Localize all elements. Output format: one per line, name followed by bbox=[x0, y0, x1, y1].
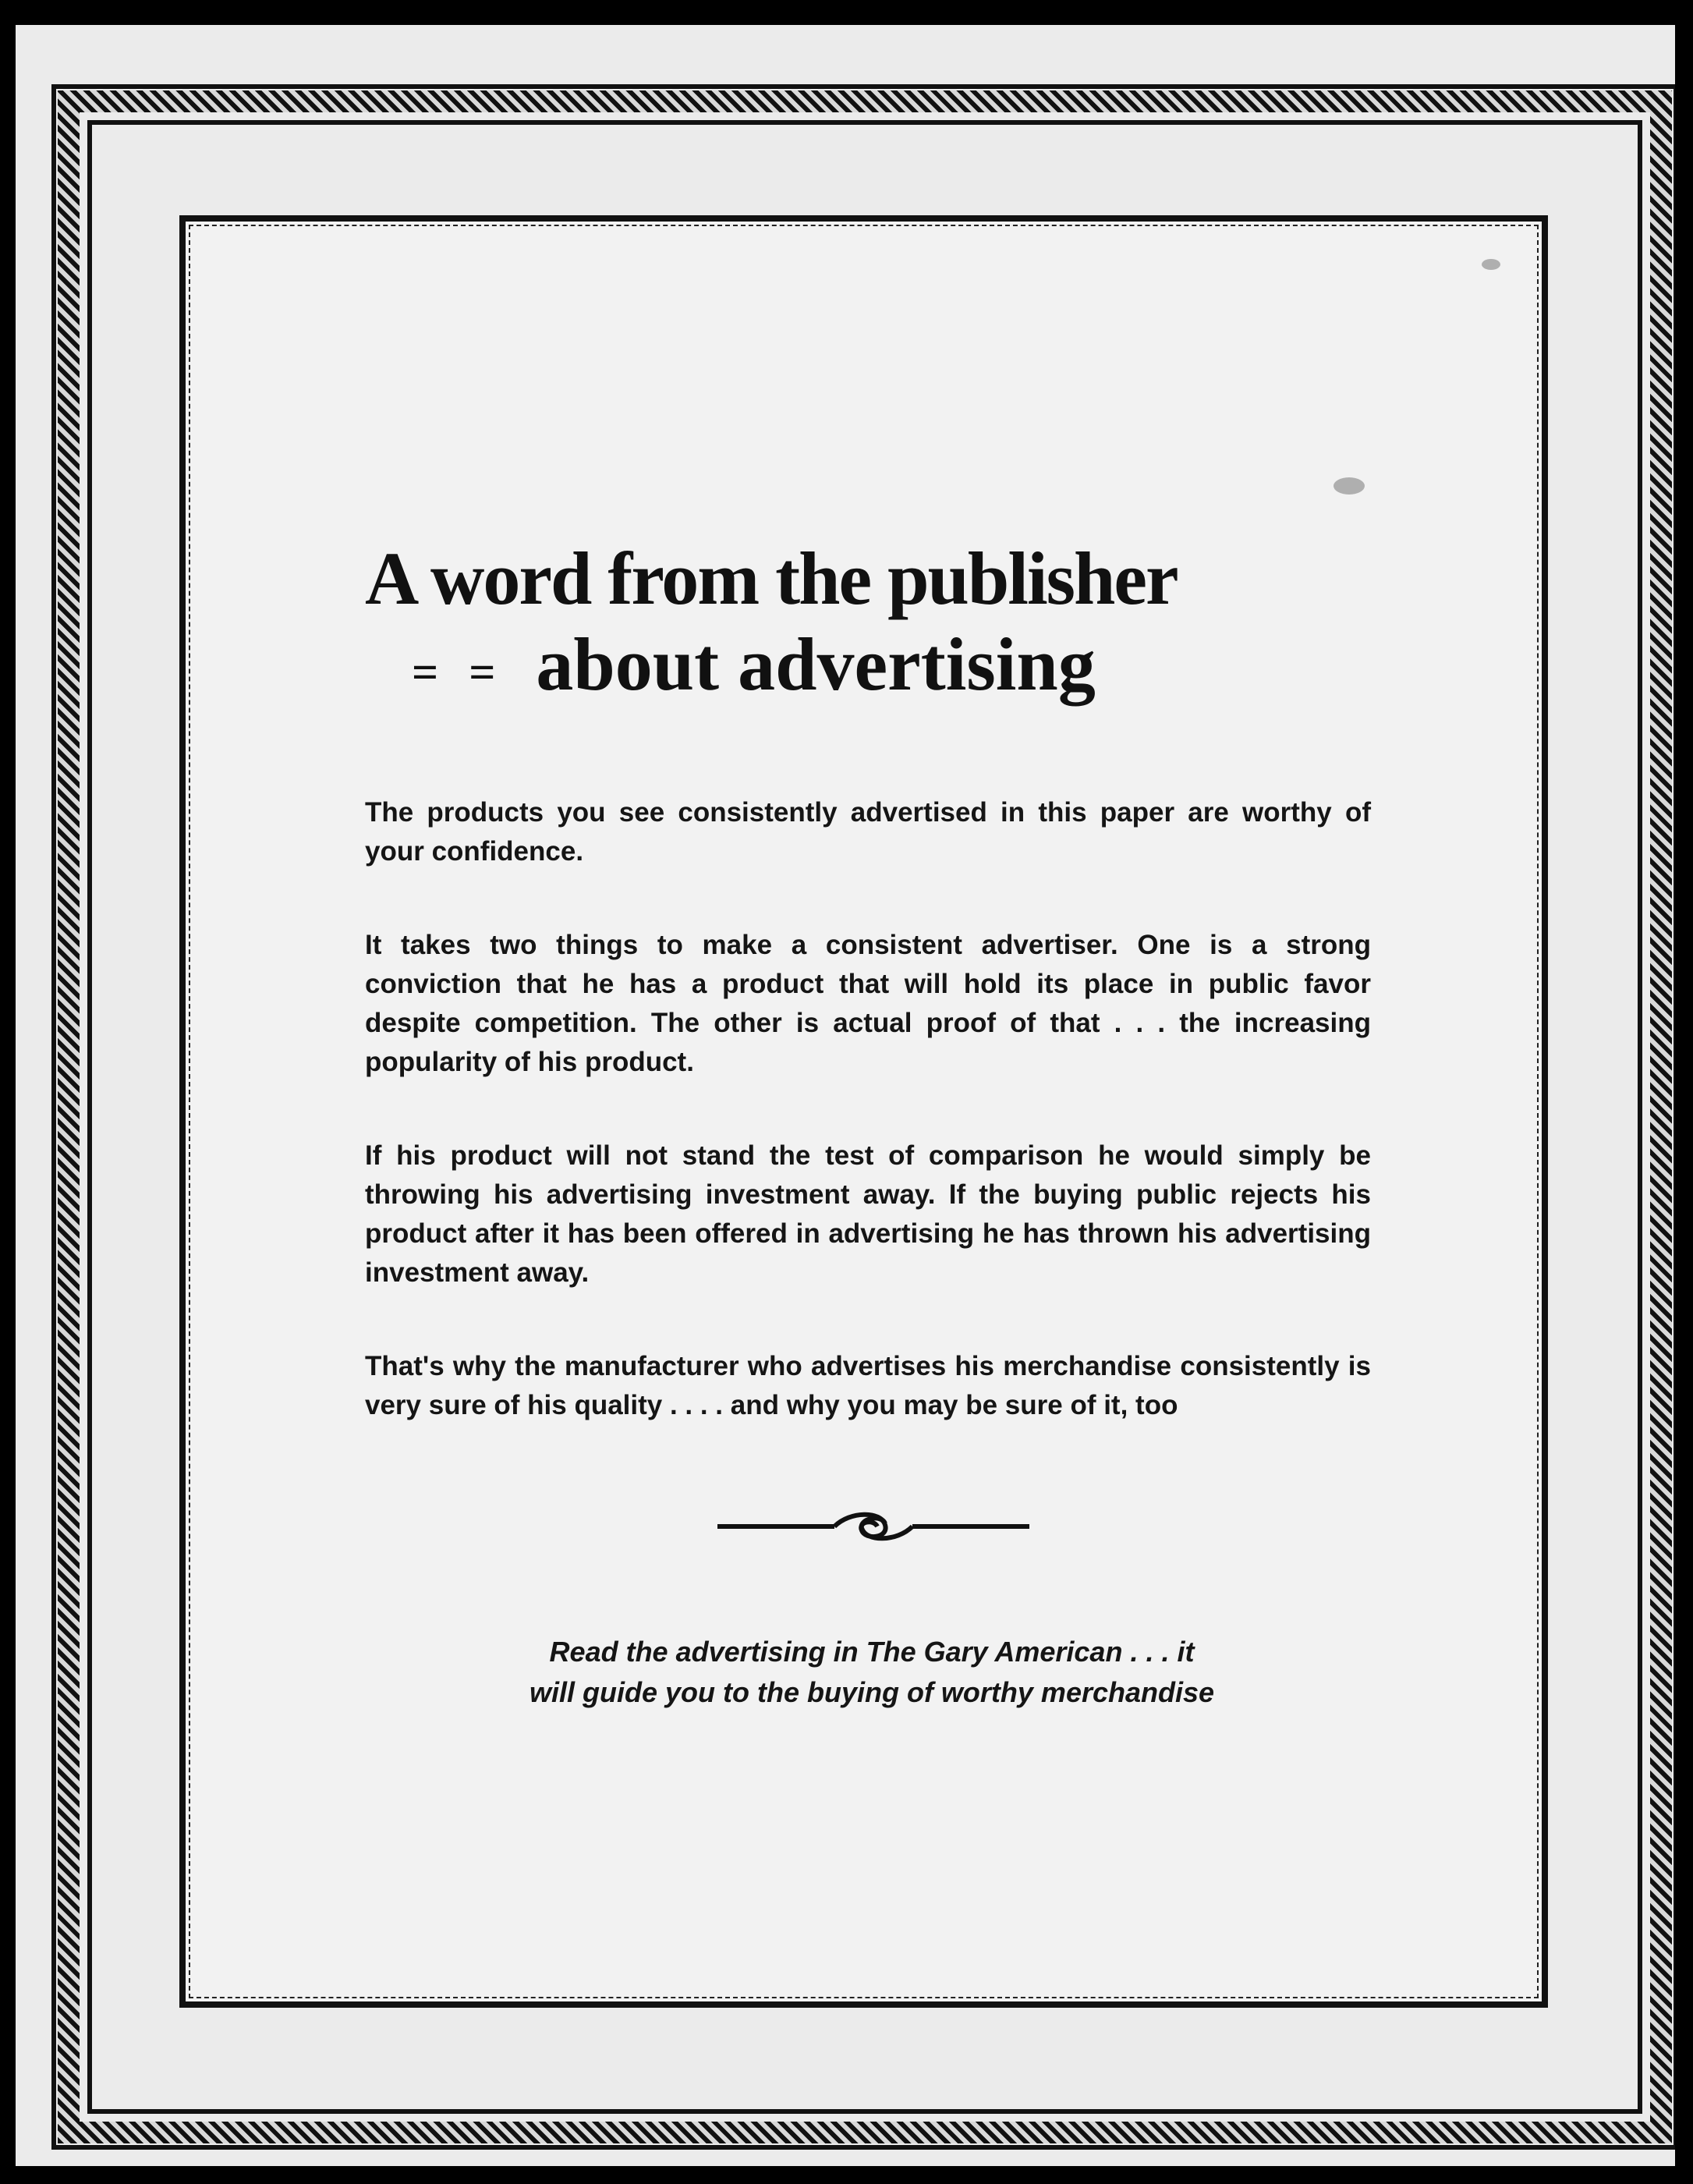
footer-line-2: will guide you to the buying of worthy merchandise bbox=[529, 1676, 1215, 1708]
footer-tagline bbox=[443, 1632, 1301, 1713]
paragraph-1: The products you see consistently advertised in this paper are worthy of your confidence. bbox=[365, 797, 1371, 867]
paragraph-4: That's why the manufacturer who advertises his merchandise consistently is very sure of his quality . . . . and why you may be sure of it, too bbox=[365, 1351, 1371, 1420]
print-smudge bbox=[1334, 477, 1365, 495]
headline-line-1: A word from the publisher bbox=[365, 537, 1178, 620]
footer-line-1: Read the advertising in The Gary American . . . it bbox=[549, 1636, 1195, 1668]
print-smudge bbox=[1482, 259, 1500, 270]
headline-line-2-text: about advertising bbox=[536, 622, 1096, 706]
headline-dashes: = = bbox=[412, 646, 505, 698]
paragraph-2: It takes two things to make a consistent advertiser. One is a strong conviction that he has a product that will hold its place in public favor despite competition. The other is actual proof of that . . . the increasing popularity of his product. bbox=[365, 930, 1371, 1077]
headline bbox=[365, 536, 1371, 715]
scroll-ornament-icon bbox=[717, 1503, 1029, 1550]
headline-line-2 bbox=[365, 622, 1371, 715]
newspaper-page bbox=[16, 25, 1675, 2166]
paragraph-3: If his product will not stand the test of comparison he would simply be throwing his advertising investment away. If the buying public rejects his product after it has been offered in advertising he has thrown his advertising investment away. bbox=[365, 1140, 1371, 1288]
